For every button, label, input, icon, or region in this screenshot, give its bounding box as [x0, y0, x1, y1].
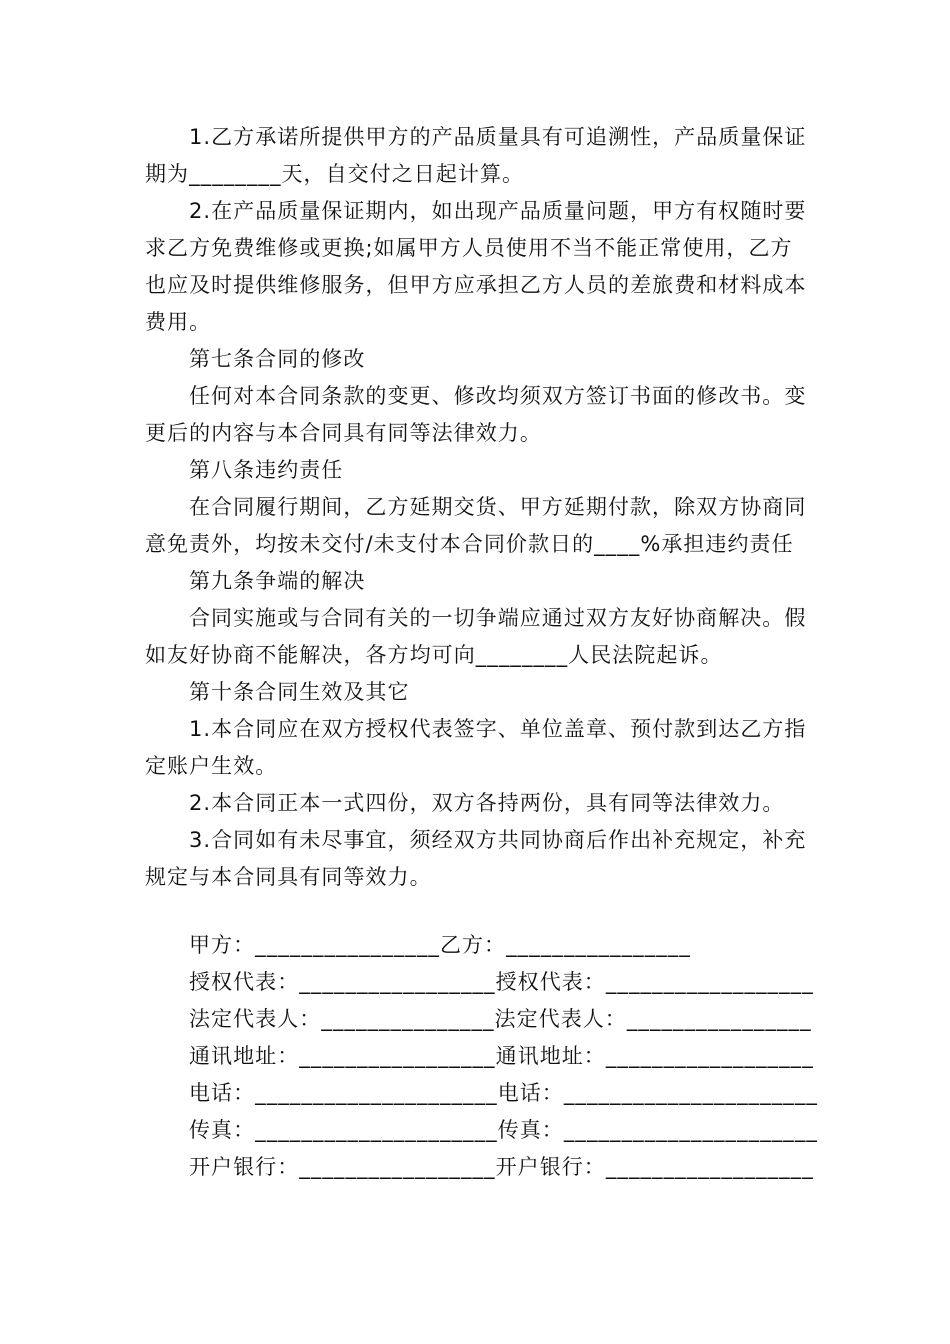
signature-bank-line: 开户银行：_________________开户银行：__________________: [189, 1155, 814, 1179]
signature-address-line: 通讯地址：_________________通讯地址：__________________: [189, 1044, 814, 1068]
section-heading-effect: 第十条合同生效及其它: [189, 680, 410, 704]
section-heading-amendment: 第七条合同的修改: [189, 347, 366, 371]
section-heading-breach: 第八条违约责任: [189, 458, 344, 482]
clause-effect-3: 3.合同如有未尽事宜，须经双方共同协商后作出补充规定，补充规定与本合同具有同等效力。: [145, 828, 807, 889]
clause-breach: 在合同履行期间，乙方延期交货、甲方延期付款，除双方协商同意免责外，均按未交付/未支付本合同价款日的____%承担违约责任: [145, 495, 807, 556]
clause-dispute: 合同实施或与合同有关的一切争端应通过双方友好协商解决。假如友好协商不能解决，各方均可向________人民法院起诉。: [145, 606, 807, 667]
signature-authorized-rep-line: 授权代表：_________________授权代表：__________________: [189, 970, 814, 994]
clause-effect-2: 2.本合同正本一式四份，双方各持两份，具有同等法律效力。: [189, 791, 785, 815]
signature-phone-line: 电话：_____________________电话：______________________: [189, 1081, 818, 1105]
clause-amendment: 任何对本合同条款的变更、修改均须双方签订书面的修改书。变更后的内容与本合同具有同等法律效力。: [145, 384, 807, 445]
signature-party-line: 甲方：________________乙方：________________: [189, 933, 691, 957]
contract-body: [145, 119, 807, 896]
clause-quality-traceability: 1.乙方承诺所提供甲方的产品质量具有可追溯性，产品质量保证期为________天，自交付之日起计算。: [145, 125, 807, 186]
signature-legal-rep-line: 法定代表人：_______________法定代表人：________________: [189, 1007, 812, 1031]
signature-fax-line: 传真：_____________________传真：______________________: [189, 1118, 818, 1142]
section-heading-dispute: 第九条争端的解决: [189, 569, 366, 593]
clause-warranty-repair: 2.在产品质量保证期内，如出现产品质量问题，甲方有权随时要求乙方免费维修或更换;如属甲方人员使用不当不能正常使用，乙方也应及时提供维修服务，但甲方应承担乙方人员的差旅费和材料成本费用。: [145, 199, 807, 334]
clause-effect-1: 1.本合同应在双方授权代表签字、单位盖章、预付款到达乙方指定账户生效。: [145, 717, 807, 778]
